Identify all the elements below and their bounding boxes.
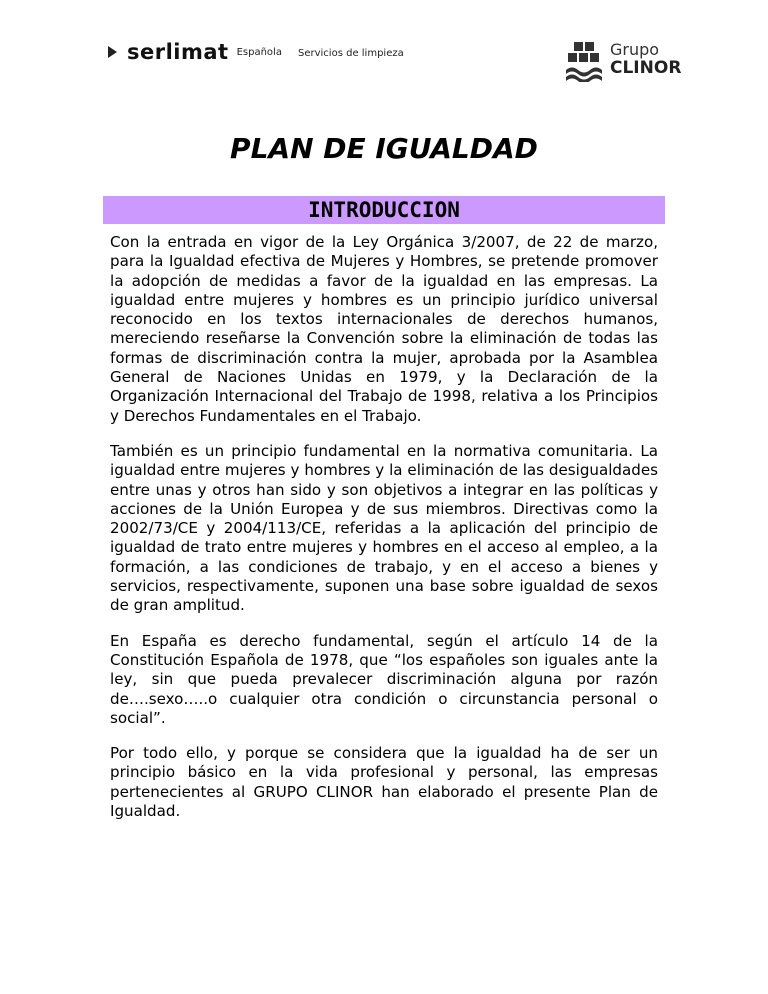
- page-header: [0, 0, 768, 100]
- serlimat-brand: serlimat: [127, 40, 229, 64]
- header-tagline: Servicios de limpieza: [298, 48, 404, 59]
- section-heading: INTRODUCCION: [308, 198, 460, 222]
- arrow-icon: [108, 46, 117, 58]
- grupo-clinor-logo: [564, 40, 682, 82]
- document-title: PLAN DE IGUALDAD: [230, 132, 538, 165]
- serlimat-sub: Española: [236, 46, 282, 58]
- serlimat-logo: [108, 40, 282, 64]
- grupo-label: Grupo: [610, 40, 660, 59]
- section-heading-bar: [103, 196, 665, 224]
- clinor-label: CLINOR: [610, 58, 682, 78]
- paragraph-4: Por todo ello, y porque se considera que la igualdad ha de ser un principio básico en la vida profesional y personal, las empresas pertenecientes al GRUPO CLINOR han elaborado el presente Plan de Igualdad.: [110, 744, 658, 821]
- paragraph-1: Con la entrada en vigor de la Ley Orgánica 3/2007, de 22 de marzo, para la Igualdad efectiva de Mujeres y Hombres, se pretende promover la adopción de medidas a favor de la igualdad en las empresas. La igualdad entre mujeres y hombres es un principio jurídico universal reconocido en los textos internacionales de derechos humanos, mereciendo reseñarse la Convención sobre la eliminación de todas las formas de discriminación contra la mujer, aprobada por la Asamblea General de Naciones Unidas en 1979, y la Declaración de la Organización Internacional del Trabajo de 1998, relativa a los Principios y Derechos Fundamentales en el Trabajo.: [110, 233, 658, 425]
- document-body: [110, 233, 658, 837]
- paragraph-3: En España es derecho fundamental, según el artículo 14 de la Constitución Española de 1978, que “los españoles son iguales ante la ley, sin que pueda prevalecer discriminación alguna por razón de….sexo…..o cualquier otra condición o circunstancia personal o social”.: [110, 631, 658, 727]
- paragraph-2: También es un principio fundamental en la normativa comunitaria. La igualdad entre mujeres y hombres y la eliminación de las desigualdades entre unas y otros han sido y son objetivos a integrar en las políticas y acciones de la Unión Europea y de sus miembros. Directivas como la 2002/73/CE y 2004/113/CE, referidas a la aplicación del principio de igualdad de trato entre mujeres y hombres en el acceso al empleo, a la formación, a las condiciones de trabajo, y en el acceso a bienes y servicios, respectivamente, suponen una base sobre igualdad de sexos de gran amplitud.: [110, 441, 658, 615]
- clinor-emblem-icon: [564, 40, 608, 82]
